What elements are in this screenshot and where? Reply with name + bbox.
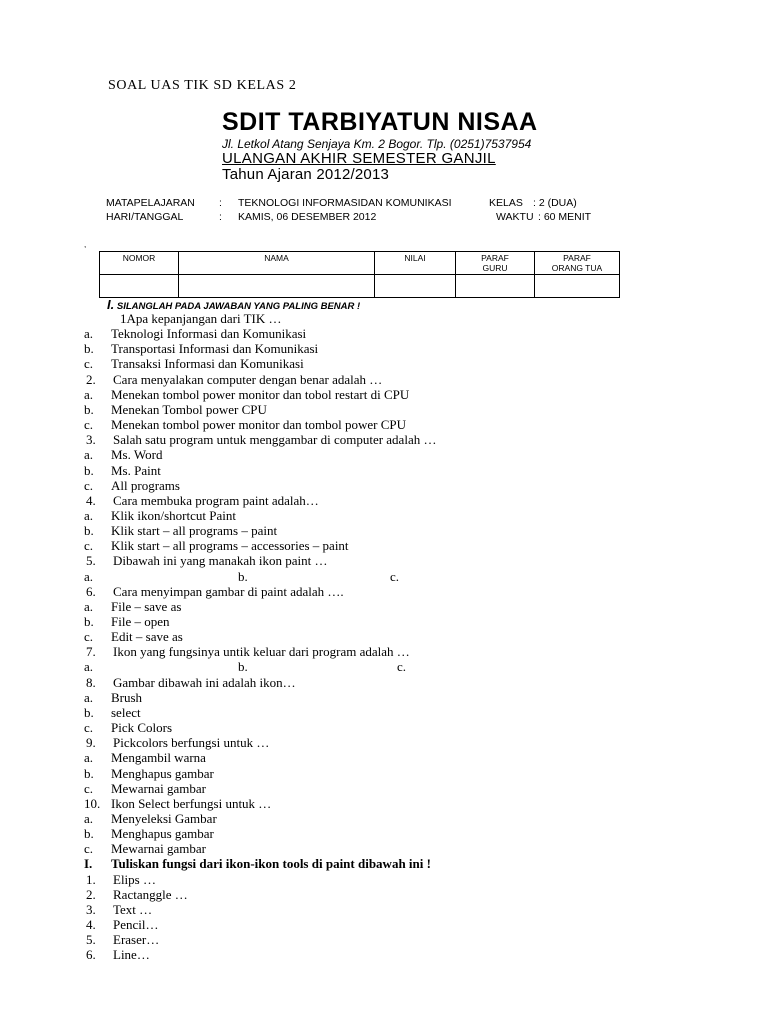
time-value: : 60 MENIT (538, 211, 592, 223)
item-label: 5. (86, 932, 96, 948)
item-label: c. (84, 356, 94, 372)
item-label: 4. (86, 492, 96, 508)
list-item (84, 705, 724, 720)
exam-title: ULANGAN AKHIR SEMESTER GANJIL (222, 150, 496, 167)
item-text: Mewarnai gambar (111, 780, 206, 796)
list-item (86, 947, 726, 962)
section-1-heading (107, 297, 360, 312)
cell-nilai[interactable] (375, 275, 456, 298)
item-label: 5. (86, 553, 96, 569)
item-text: Pick Colors (111, 720, 173, 736)
item-text: Klik start – all programs – accessories – paint (111, 538, 349, 554)
item-label: a. (84, 507, 94, 523)
list-item (84, 508, 724, 523)
item-text: Pencil… (113, 917, 159, 932)
item-label: 2. (86, 886, 96, 902)
item-text: Menghapus gambar (111, 826, 214, 842)
date-value: KAMIS, 06 DESEMBER 2012 (238, 211, 377, 223)
question-1 (84, 311, 724, 326)
item-label: I. (84, 856, 93, 872)
item-label: 10. (84, 795, 101, 811)
item-label: b. (84, 462, 94, 478)
list-item (84, 387, 724, 402)
list-item (84, 841, 724, 856)
item-text: File – open (111, 614, 170, 629)
list-item (86, 584, 726, 599)
col-paraf-orang-tua: PARAF ORANG TUA (535, 252, 620, 275)
item-text: Ractanggle … (113, 886, 188, 902)
list-item (84, 614, 724, 629)
list-item (86, 644, 726, 659)
item-label: c. (84, 629, 94, 645)
list-item (84, 811, 724, 826)
item-label: a. (84, 326, 94, 342)
list-item (86, 432, 726, 447)
cell-nama[interactable] (179, 275, 375, 298)
list-item (86, 872, 726, 887)
list-item (84, 826, 724, 841)
list-item (84, 629, 724, 644)
item-text: Line… (113, 947, 150, 963)
item-text: Eraser… (113, 932, 160, 948)
subject-label: MATAPELAJARAN (106, 197, 195, 209)
item-label: c. (84, 841, 94, 857)
option-c-label: c. (397, 659, 407, 675)
item-label: 6. (86, 947, 96, 963)
list-item (84, 402, 724, 417)
list-item (86, 735, 726, 750)
item-text: Cara menyalakan computer dengan benar adalah … (113, 371, 383, 387)
school-name: SDIT TARBIYATUN NISAA (222, 108, 538, 136)
item-label: a. (84, 386, 94, 402)
item-text: Ms. Word (111, 447, 163, 463)
item-label: c. (84, 477, 94, 493)
item-text: Transaksi Informasi dan Komunikasi (111, 356, 304, 372)
item-label: b. (84, 523, 94, 539)
item-label: a. (84, 750, 94, 766)
date-colon: : (219, 211, 222, 223)
list-item (86, 902, 726, 917)
class-value: : 2 (DUA) (533, 197, 577, 209)
subject-value: TEKNOLOGI INFORMASIDAN KOMUNIKASI (238, 197, 452, 209)
item-label: b. (84, 614, 94, 629)
list-item (84, 750, 724, 765)
col-paraf-guru: PARAF GURU (456, 252, 535, 275)
item-label: c. (84, 780, 94, 796)
list-item (84, 599, 724, 614)
item-text: Menekan Tombol power CPU (111, 401, 267, 417)
list-item (84, 447, 724, 462)
list-item (84, 326, 724, 341)
section-1-numeral: I. (107, 297, 115, 312)
list-item (86, 675, 726, 690)
item-text: Menekan tombol power monitor dan tombol power CPU (111, 417, 406, 433)
cell-paraf-guru[interactable] (456, 275, 535, 298)
section-1-title: SILANGLAH PADA JAWABAN YANG PALING BENAR ! (116, 301, 361, 312)
cell-paraf-orang-tua[interactable] (535, 275, 620, 298)
list-item (86, 553, 726, 568)
list-item (86, 372, 726, 387)
item-label: a. (84, 447, 94, 463)
item-label: 2. (86, 371, 96, 387)
item-text: Klik start – all programs – paint (111, 523, 278, 539)
list-item (84, 523, 724, 538)
item-text: Klik ikon/shortcut Paint (111, 507, 236, 523)
school-address: Jl. Letkol Atang Senjaya Km. 2 Bogor. Tlp. (0251)7537954 (222, 137, 532, 151)
col-nomor: NOMOR (100, 252, 179, 275)
item-text: Edit – save as (111, 629, 183, 645)
item-label: 3. (86, 901, 96, 917)
item-text: Pickcolors berfungsi untuk … (113, 735, 270, 751)
option-b-label: b. (238, 568, 248, 584)
item-label: a. (84, 810, 94, 826)
item-label: b. (84, 765, 94, 781)
list-item (86, 932, 726, 947)
list-item (84, 356, 724, 371)
item-text: Ikon yang fungsinya untik keluar dari program adalah … (113, 644, 410, 660)
item-text: Cara membuka program paint adalah… (113, 492, 319, 508)
item-label: c. (84, 720, 94, 736)
item-label: c. (84, 417, 94, 433)
item-text: Text … (113, 901, 153, 917)
item-text: 1Apa kepanjangan dari TIK … (120, 311, 282, 326)
list-item (84, 766, 724, 781)
item-text: Gambar dibawah ini adalah ikon… (113, 674, 296, 690)
item-text: All programs (111, 477, 180, 493)
item-text: Menghapus gambar (111, 765, 214, 781)
list-item (84, 569, 724, 584)
list-item (84, 463, 724, 478)
list-item (84, 417, 724, 432)
list-item (84, 341, 724, 356)
item-text: Ms. Paint (111, 462, 161, 478)
item-text: Salah satu program untuk menggambar di computer adalah … (113, 432, 437, 448)
class-label: KELAS (489, 197, 523, 209)
list-item (84, 781, 724, 796)
academic-year: Tahun Ajaran 2012/2013 (222, 166, 390, 183)
list-item (86, 493, 726, 508)
col-nama: NAMA (179, 252, 375, 275)
item-text: select (111, 704, 141, 720)
item-label: b. (84, 401, 94, 417)
item-label: a. (84, 568, 94, 584)
date-label: HARI/TANGGAL (106, 211, 184, 223)
item-text: Tuliskan fungsi dari ikon-ikon tools di paint dibawah ini ! (111, 856, 431, 872)
item-text: Mengambil warna (111, 750, 206, 766)
option-c-label: c. (390, 568, 400, 584)
cell-nomor[interactable] (100, 275, 179, 298)
student-id-table (99, 251, 620, 298)
item-label: 1. (86, 871, 96, 887)
item-text: Brush (111, 689, 143, 705)
option-b-label: b. (238, 659, 248, 675)
item-label: 7. (86, 644, 96, 660)
subject-colon: : (219, 197, 222, 209)
item-text: Elips … (113, 871, 156, 887)
item-label: 6. (86, 583, 96, 599)
list-item (84, 856, 724, 871)
list-item (84, 690, 724, 705)
stray-mark: , (84, 240, 87, 249)
item-label: a. (84, 689, 94, 705)
item-text: Menekan tombol power monitor dan tobol restart di CPU (111, 386, 410, 402)
document-title: SOAL UAS TIK SD KELAS 2 (108, 78, 297, 93)
item-text: Dibawah ini yang manakah ikon paint … (113, 553, 328, 569)
item-label: 4. (86, 917, 96, 932)
item-label: a. (84, 598, 94, 614)
list-item (84, 538, 724, 553)
col-nilai: NILAI (375, 252, 456, 275)
list-item (84, 478, 724, 493)
item-label: c. (84, 538, 94, 554)
item-text: Menyeleksi Gambar (111, 810, 217, 826)
list-item (84, 796, 724, 811)
time-label: WAKTU (496, 211, 534, 223)
item-text: Teknologi Informasi dan Komunikasi (111, 326, 307, 342)
item-label: 9. (86, 735, 96, 751)
item-text: Ikon Select berfungsi untuk … (111, 795, 272, 811)
item-text: Mewarnai gambar (111, 841, 206, 857)
list-item (86, 917, 726, 932)
list-item (84, 659, 724, 674)
item-text: Cara menyimpan gambar di paint adalah …. (113, 583, 344, 599)
item-label: b. (84, 826, 94, 842)
item-label: 8. (86, 674, 96, 690)
item-text: File – save as (111, 598, 182, 614)
item-label: a. (84, 659, 94, 675)
list-item (84, 720, 724, 735)
item-label: 3. (86, 432, 96, 448)
item-label: b. (84, 704, 94, 720)
item-text: Transportasi Informasi dan Komunikasi (111, 341, 319, 357)
item-label: b. (84, 341, 94, 357)
list-item (86, 887, 726, 902)
